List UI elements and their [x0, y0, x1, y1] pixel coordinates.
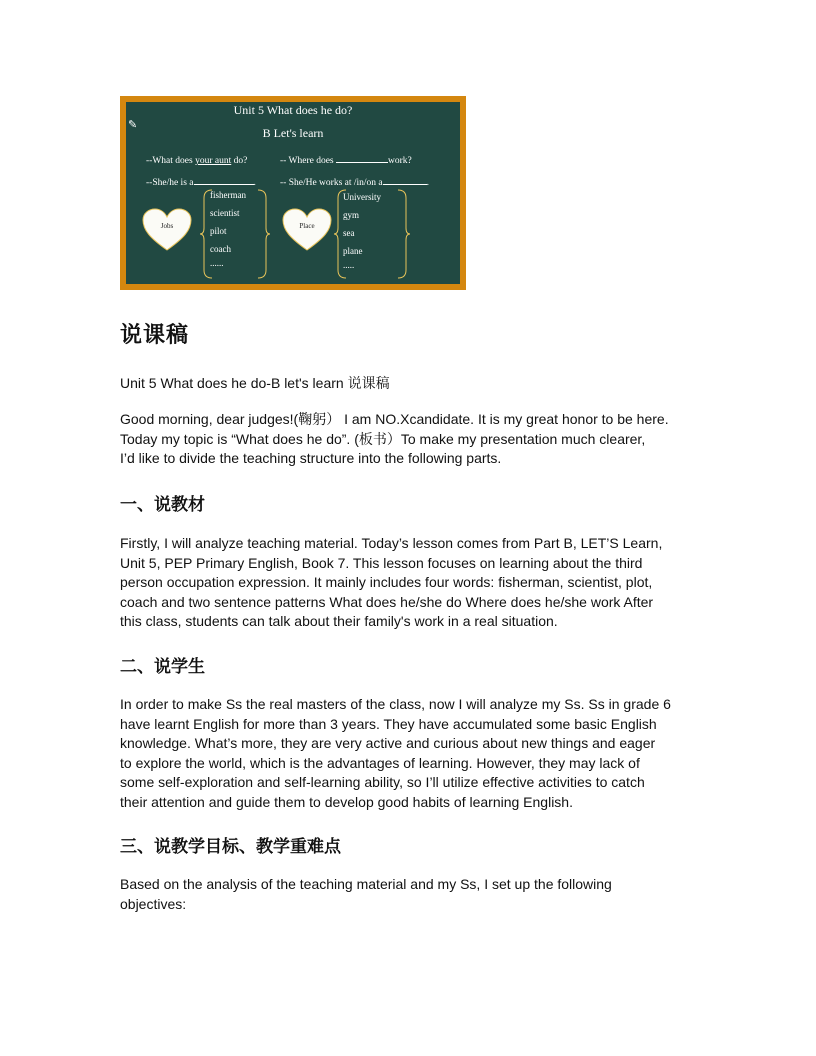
text-line: have learnt English for more than 3 years. They have accumulated some basic English: [120, 715, 657, 732]
jobs-label: Jobs: [160, 222, 174, 230]
text-line: Good morning, dear judges!(鞠躬） I am NO.Xcandidate. It is my great honor to be here.: [120, 411, 669, 427]
board-answer-1: --She/he is a .: [146, 178, 256, 188]
text-line: Firstly, I will analyze teaching material. Today’s lesson comes from Part B, LET’S Learn,: [120, 535, 663, 551]
place-word: University: [343, 192, 381, 202]
board-answer-2: -- She/He works at /in/on a .: [280, 178, 430, 188]
text-line: their attention and guide them to develop good habits of learning English.: [120, 793, 573, 810]
job-word: pilot: [210, 226, 227, 236]
place-word: gym: [343, 210, 360, 220]
text-line: In order to make Ss the real masters of the class, now I will analyze my Ss. Ss in grade 6: [120, 696, 671, 712]
text-line: this class, students can talk about their family's work in a real situation.: [120, 613, 558, 630]
blackboard-surface: [126, 102, 460, 284]
blackboard-image: [120, 96, 466, 290]
intro-paragraph: [120, 410, 720, 469]
document-heading: 说课稿: [120, 323, 190, 348]
place-heart-icon: [282, 208, 332, 252]
text-line: person occupation expression. It mainly includes four words: fisherman, scientist, plot,: [120, 574, 653, 591]
section-heading-students: 二、说学生: [120, 657, 205, 677]
place-word: sea: [343, 228, 355, 238]
text-line: Unit 5, PEP Primary English, Book 7. This lesson focuses on learning about the third: [120, 554, 643, 571]
job-word: fisherman: [210, 190, 246, 200]
board-question-1: --What does your aunt do?: [146, 156, 248, 166]
jobs-heart-icon: [142, 208, 192, 252]
job-word: scientist: [210, 208, 240, 218]
text-line: Today my topic is “What does he do”. (板书）To make my presentation much clearer,: [120, 430, 646, 447]
text-line: objectives:: [120, 895, 187, 912]
job-word: coach: [210, 244, 231, 254]
place-label: Place: [299, 222, 315, 230]
material-paragraph: [120, 534, 720, 632]
place-word: .....: [343, 260, 355, 270]
students-paragraph: [120, 695, 720, 813]
board-title: Unit 5 What does he do?: [233, 103, 353, 117]
board-question-2: -- Where does work?: [280, 156, 412, 166]
board-subtitle: B Let's learn: [262, 126, 324, 140]
section-heading-objectives: 三、说教学目标、教学重难点: [120, 837, 341, 857]
text-line: I’d like to divide the teaching structure into the following parts.: [120, 450, 502, 467]
section-heading-material: 一、说教材: [120, 495, 205, 515]
place-word: plane: [343, 246, 363, 256]
text-line: knowledge. What’s more, they are very active and curious about new things and eager: [120, 735, 656, 752]
text-line: some self-exploration and self-learning ability, so I’ll utilize effective activities to catch: [120, 774, 645, 791]
job-word: ......: [210, 258, 224, 268]
objectives-paragraph: [120, 875, 720, 914]
text-line: Based on the analysis of the teaching material and my Ss, I set up the following: [120, 876, 612, 892]
text-line: coach and two sentence patterns What does he/she do Where does he/she work After: [120, 593, 654, 610]
pen-icon: ✎: [128, 119, 138, 131]
text-line: to explore the world, which is the advantages of learning. However, they may lack of: [120, 754, 640, 771]
document-subtitle: Unit 5 What does he do-B let's learn 说课稿: [120, 375, 390, 391]
